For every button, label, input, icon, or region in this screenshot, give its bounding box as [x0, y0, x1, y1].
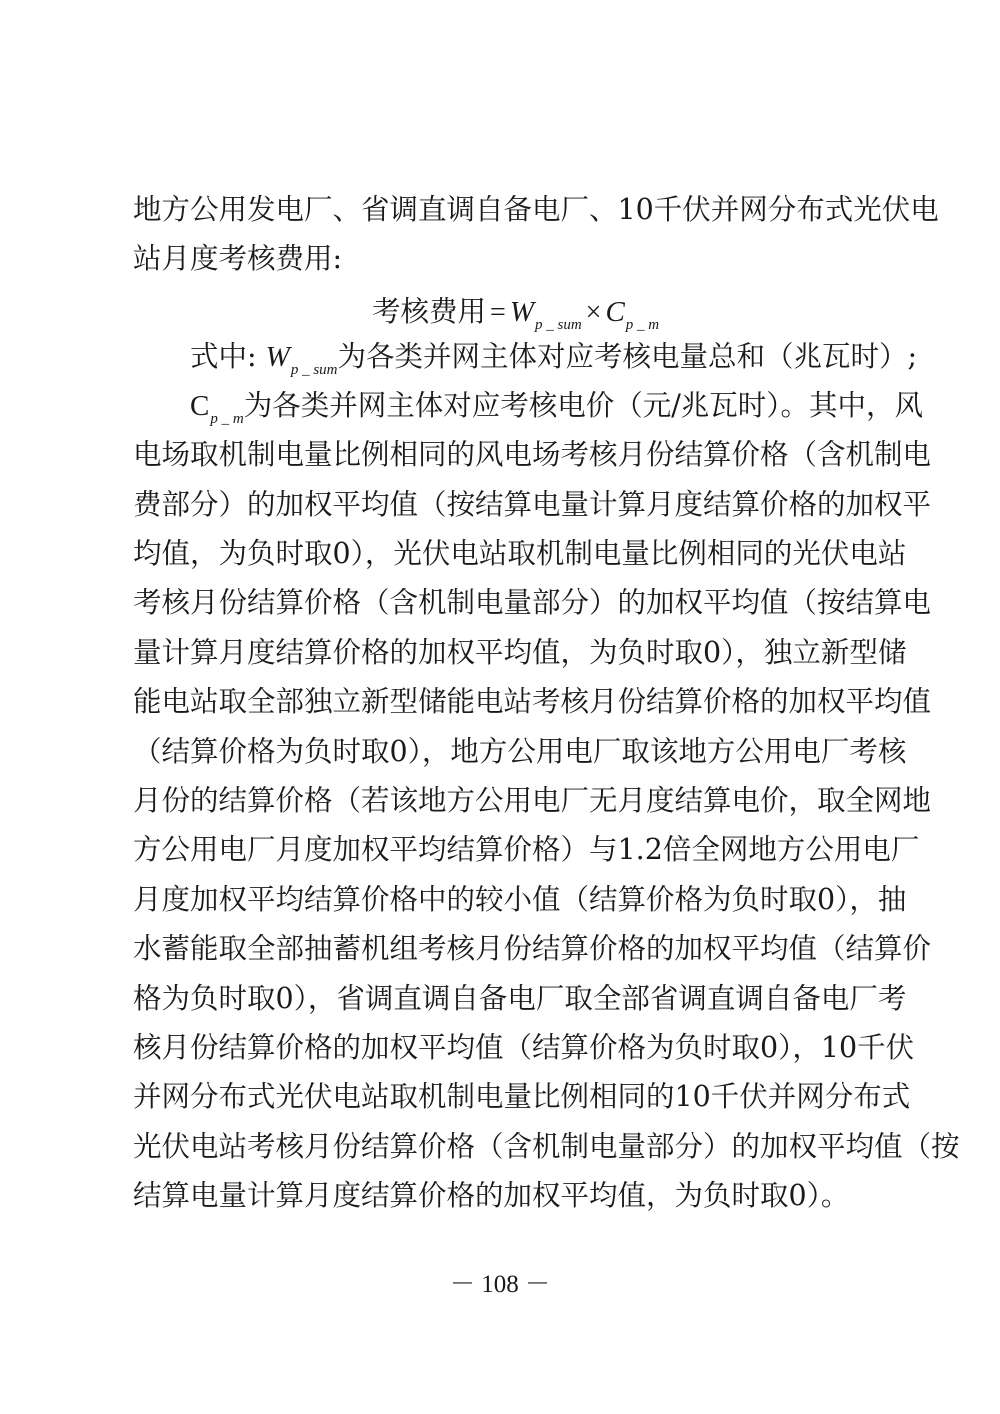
definition-w-sub: p _ sum [290, 362, 338, 378]
body-line-11: 水蓄能取全部抽蓄机组考核月份结算价格的加权平均值（结算价 [133, 932, 932, 965]
definition-w-var: W [265, 341, 290, 373]
formula-times: × [585, 297, 602, 328]
definition-c-line [190, 387, 924, 430]
body-line-1: 电场取机制电量比例相同的风电场考核月份结算价格（含机制电 [133, 438, 932, 471]
formula [372, 293, 659, 336]
definition-c-text: 为各类并网主体对应考核电价（元/兆瓦时）。其中，风 [243, 389, 924, 422]
body-line-6: 能电站取全部独立新型储能电站考核月份结算价格的加权平均值 [133, 685, 932, 718]
body-line-13: 核月份结算价格的加权平均值（结算价格为负时取0），10千伏 [133, 1031, 915, 1064]
body-line-9: 方公用电厂月度加权平均结算价格）与1.2倍全网地方公用电厂 [133, 833, 920, 866]
page-number: － 108 － [449, 1271, 550, 1298]
formula-w-sub: p _ sum [534, 317, 582, 333]
formula-w-var: W [509, 296, 534, 328]
definition-c-sub: p _ m [210, 411, 244, 427]
body-line-8: 月份的结算价格（若该地方公用电厂无月度结算电价，取全网地 [133, 784, 932, 817]
body-line-15: 光伏电站考核月份结算价格（含机制电量部分）的加权平均值（按 [133, 1130, 960, 1163]
body-line-12: 格为负时取0），省调直调自备电厂取全部省调直调自备电厂考 [133, 982, 907, 1015]
body-line-4: 考核月份结算价格（含机制电量部分）的加权平均值（按结算电 [133, 586, 932, 619]
definition-c-var: C [190, 390, 210, 422]
body-line-16: 结算电量计算月度结算价格的加权平均值，为负时取0）。 [133, 1179, 850, 1212]
body-line-14: 并网分布式光伏电站取机制电量比例相同的10千伏并网分布式 [133, 1080, 911, 1113]
definition-prefix: 式中: [190, 340, 257, 373]
formula-equals: = [490, 297, 506, 328]
heading-line-1: 地方公用发电厂、省调直调自备电厂、10千伏并网分布式光伏电 [133, 193, 939, 226]
definition-w-line [190, 338, 918, 381]
formula-c-var: C [605, 296, 625, 328]
body-line-2: 费部分）的加权平均值（按结算电量计算月度结算价格的加权平 [133, 488, 932, 521]
body-line-5: 量计算月度结算价格的加权平均值，为负时取0），独立新型储 [133, 636, 907, 669]
formula-c-sub: p _ m [625, 317, 660, 333]
body-line-10: 月度加权平均结算价格中的较小值（结算价格为负时取0），抽 [133, 883, 907, 916]
body-line-7: （结算价格为负时取0），地方公用电厂取该地方公用电厂考核 [133, 735, 907, 768]
heading-line-2: 站月度考核费用: [133, 242, 343, 275]
formula-lhs: 考核费用 [372, 295, 487, 328]
definition-w-text: 为各类并网主体对应考核电量总和（兆瓦时）; [337, 340, 918, 373]
body-line-3: 均值，为负时取0），光伏电站取机制电量比例相同的光伏电站 [133, 537, 907, 570]
